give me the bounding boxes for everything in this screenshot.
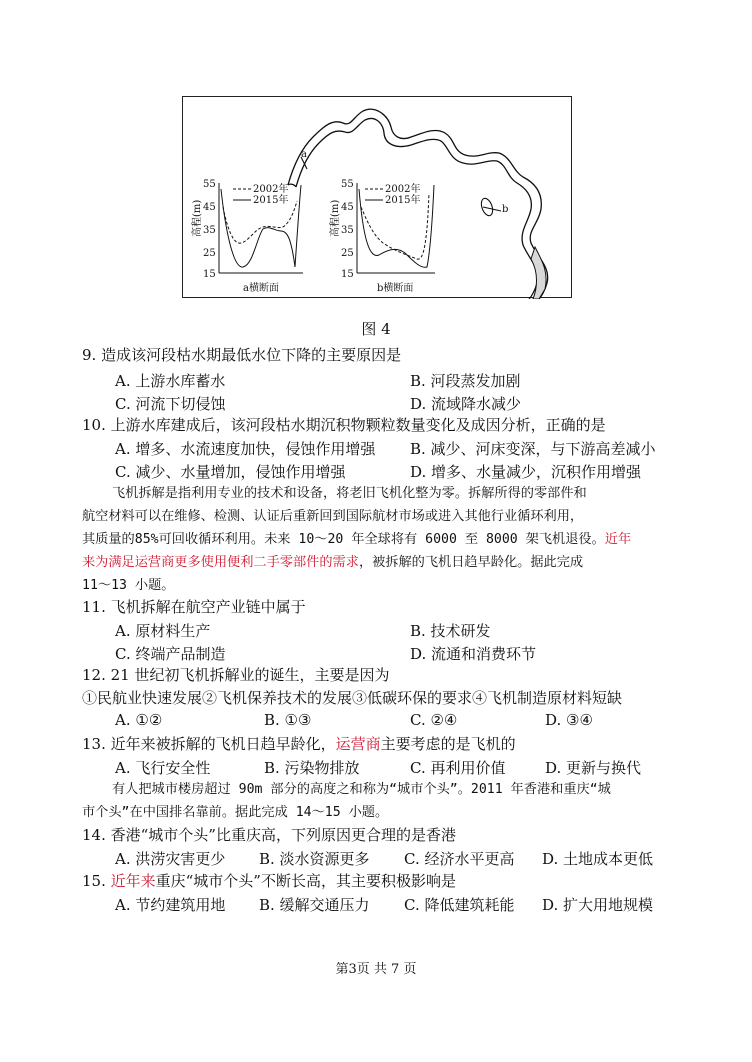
q11-option-b: B. 技术研发 xyxy=(410,622,491,640)
q14-option-c: C. 经济水平更高 xyxy=(404,850,515,868)
chart-b-tick-25: 25 xyxy=(341,248,354,259)
passage1-line3: 其质量的85%可回收循环利用。未来 10～20 年全球将有 6000 至 8000 架飞机退役。近年 xyxy=(82,532,632,547)
q12-items: ①民航业快速发展②飞机保养技术的发展③低碳环保的要求④飞机制造原材料短缺 xyxy=(82,689,623,707)
chart-b-legend-new-label: 2015年 xyxy=(385,195,421,206)
q11-option-c: C. 终端产品制造 xyxy=(115,645,226,663)
q12-option-c: C. ②④ xyxy=(410,711,458,729)
chart-a-legend-old-label: 2002年 xyxy=(253,184,289,195)
chart-a-tick-25: 25 xyxy=(203,248,216,259)
q11-option-d: D. 流通和消费环节 xyxy=(410,645,537,663)
q10-option-d: D. 增多、水量减少，沉积作用增强 xyxy=(410,463,642,481)
q10-option-b: B. 减少、河床变深，与下游高差减小 xyxy=(410,440,656,458)
q13-option-d: D. 更新与换代 xyxy=(545,759,642,777)
q15-option-a: A. 节约建筑用地 xyxy=(115,896,226,914)
q15-option-b: B. 缓解交通压力 xyxy=(259,896,370,914)
q10-stem: 10. 上游水库建成后，该河段枯水期沉积物颗粒数量变化及成因分析，正确的是 xyxy=(82,416,606,434)
q13-option-c: C. 再利用价值 xyxy=(410,759,506,777)
chart-a-tick-35: 35 xyxy=(203,225,216,236)
passage1-line4: 来为满足运营商更多使用便利二手零部件的需求，被拆解的飞机日趋早龄化。据此完成 xyxy=(82,555,584,570)
q13-option-a: A. 飞行安全性 xyxy=(115,759,211,777)
chart-a-tick-45: 45 xyxy=(203,202,216,213)
chart-a xyxy=(190,179,303,294)
chart-b-tick-15: 15 xyxy=(341,269,354,280)
q13-option-b: B. 污染物排放 xyxy=(264,759,360,777)
chart-b-tick-45: 45 xyxy=(341,202,354,213)
q12-option-d: D. ③④ xyxy=(545,711,593,729)
q9-option-d: D. 流域降水减少 xyxy=(410,395,522,413)
q11-stem: 11. 飞机拆解在航空产业链中属于 xyxy=(82,598,306,616)
passage1-line1: 飞机拆解是指利用专业的技术和设备，将老旧飞机化整为零。拆解所得的零部件和 xyxy=(112,486,587,501)
q15-option-d: D. 扩大用地规模 xyxy=(542,896,654,914)
chart-b-xlabel: b横断面 xyxy=(377,283,414,294)
passage1-line5: 11～13 小题。 xyxy=(82,578,175,593)
chart-b-tick-35: 35 xyxy=(341,225,354,236)
q11-option-a: A. 原材料生产 xyxy=(115,622,211,640)
figure-4 xyxy=(182,96,572,298)
chart-a-legend-new-label: 2015年 xyxy=(253,195,289,206)
figure-caption: 图 4 xyxy=(361,320,391,338)
chart-b-ylabel: 高程(m) xyxy=(330,199,341,237)
passage1-line2: 航空材料可以在维修、检测、认证后重新回到国际航材市场或进入其他行业循环利用， xyxy=(82,509,584,524)
passage2-line2: 市个头”在中国排名靠前。据此完成 14～15 小题。 xyxy=(82,805,389,820)
q14-option-b: B. 淡水资源更多 xyxy=(259,850,370,868)
highlight-operator: 运营商 xyxy=(335,735,381,753)
q9-option-b: B. 河段蒸发加剧 xyxy=(410,372,521,390)
chart-a-series-2002 xyxy=(223,201,297,243)
q12-option-b: B. ①③ xyxy=(264,711,312,729)
q9-stem: 9. 造成该河段枯水期最低水位下降的主要原因是 xyxy=(82,346,402,364)
q12-stem: 12. 21 世纪初飞机拆解业的诞生，主要是因为 xyxy=(82,666,390,684)
q10-option-c: C. 减少、水量增加，侵蚀作用增强 xyxy=(115,463,346,481)
chart-b-tick-55: 55 xyxy=(341,179,354,190)
highlight-demand: 来为满足运营商更多使用便利二手零部件的需求 xyxy=(82,555,359,570)
river-map xyxy=(183,97,573,299)
chart-a-ylabel: 高程(m) xyxy=(192,199,203,237)
q10-option-a: A. 增多、水流速度加快，侵蚀作用增强 xyxy=(115,440,376,458)
page-footer: 第3页 共 7 页 xyxy=(335,962,417,977)
chart-a-tick-55: 55 xyxy=(203,179,216,190)
q9-option-c: C. 河流下切侵蚀 xyxy=(115,395,226,413)
label-a: a xyxy=(301,149,307,160)
q15-stem: 15. 近年来重庆“城市个头”不断长高，其主要积极影响是 xyxy=(82,872,456,890)
chart-a-xlabel: a横断面 xyxy=(243,283,279,294)
river-branch xyxy=(288,184,296,187)
q15-option-c: C. 降低建筑耗能 xyxy=(404,896,515,914)
label-b: b xyxy=(502,204,509,215)
passage2-line1: 有人把城市楼房超过 90m 部分的高度之和称为“城市个头”。2011 年香港和重庆“城 xyxy=(112,782,611,797)
q14-option-a: A. 洪涝灾害更少 xyxy=(115,850,226,868)
q13-stem: 13. 近年来被拆解的飞机日趋早龄化，运营商主要考虑的是飞机的 xyxy=(82,735,516,753)
river-island xyxy=(479,197,495,217)
q9-option-a: A. 上游水库蓄水 xyxy=(115,372,226,390)
highlight-recent-years: 近年来 xyxy=(110,872,156,890)
chart-b-legend-old-label: 2002年 xyxy=(385,184,421,195)
q12-option-a: A. ①② xyxy=(115,711,163,729)
highlight-recent: 近年 xyxy=(604,532,632,547)
river-lower xyxy=(531,247,546,299)
q14-option-d: D. 土地成本更低 xyxy=(542,850,654,868)
q14-stem: 14. 香港“城市个头”比重庆高，下列原因更合理的是香港 xyxy=(82,826,456,844)
chart-b xyxy=(328,179,435,294)
chart-a-tick-15: 15 xyxy=(203,269,216,280)
